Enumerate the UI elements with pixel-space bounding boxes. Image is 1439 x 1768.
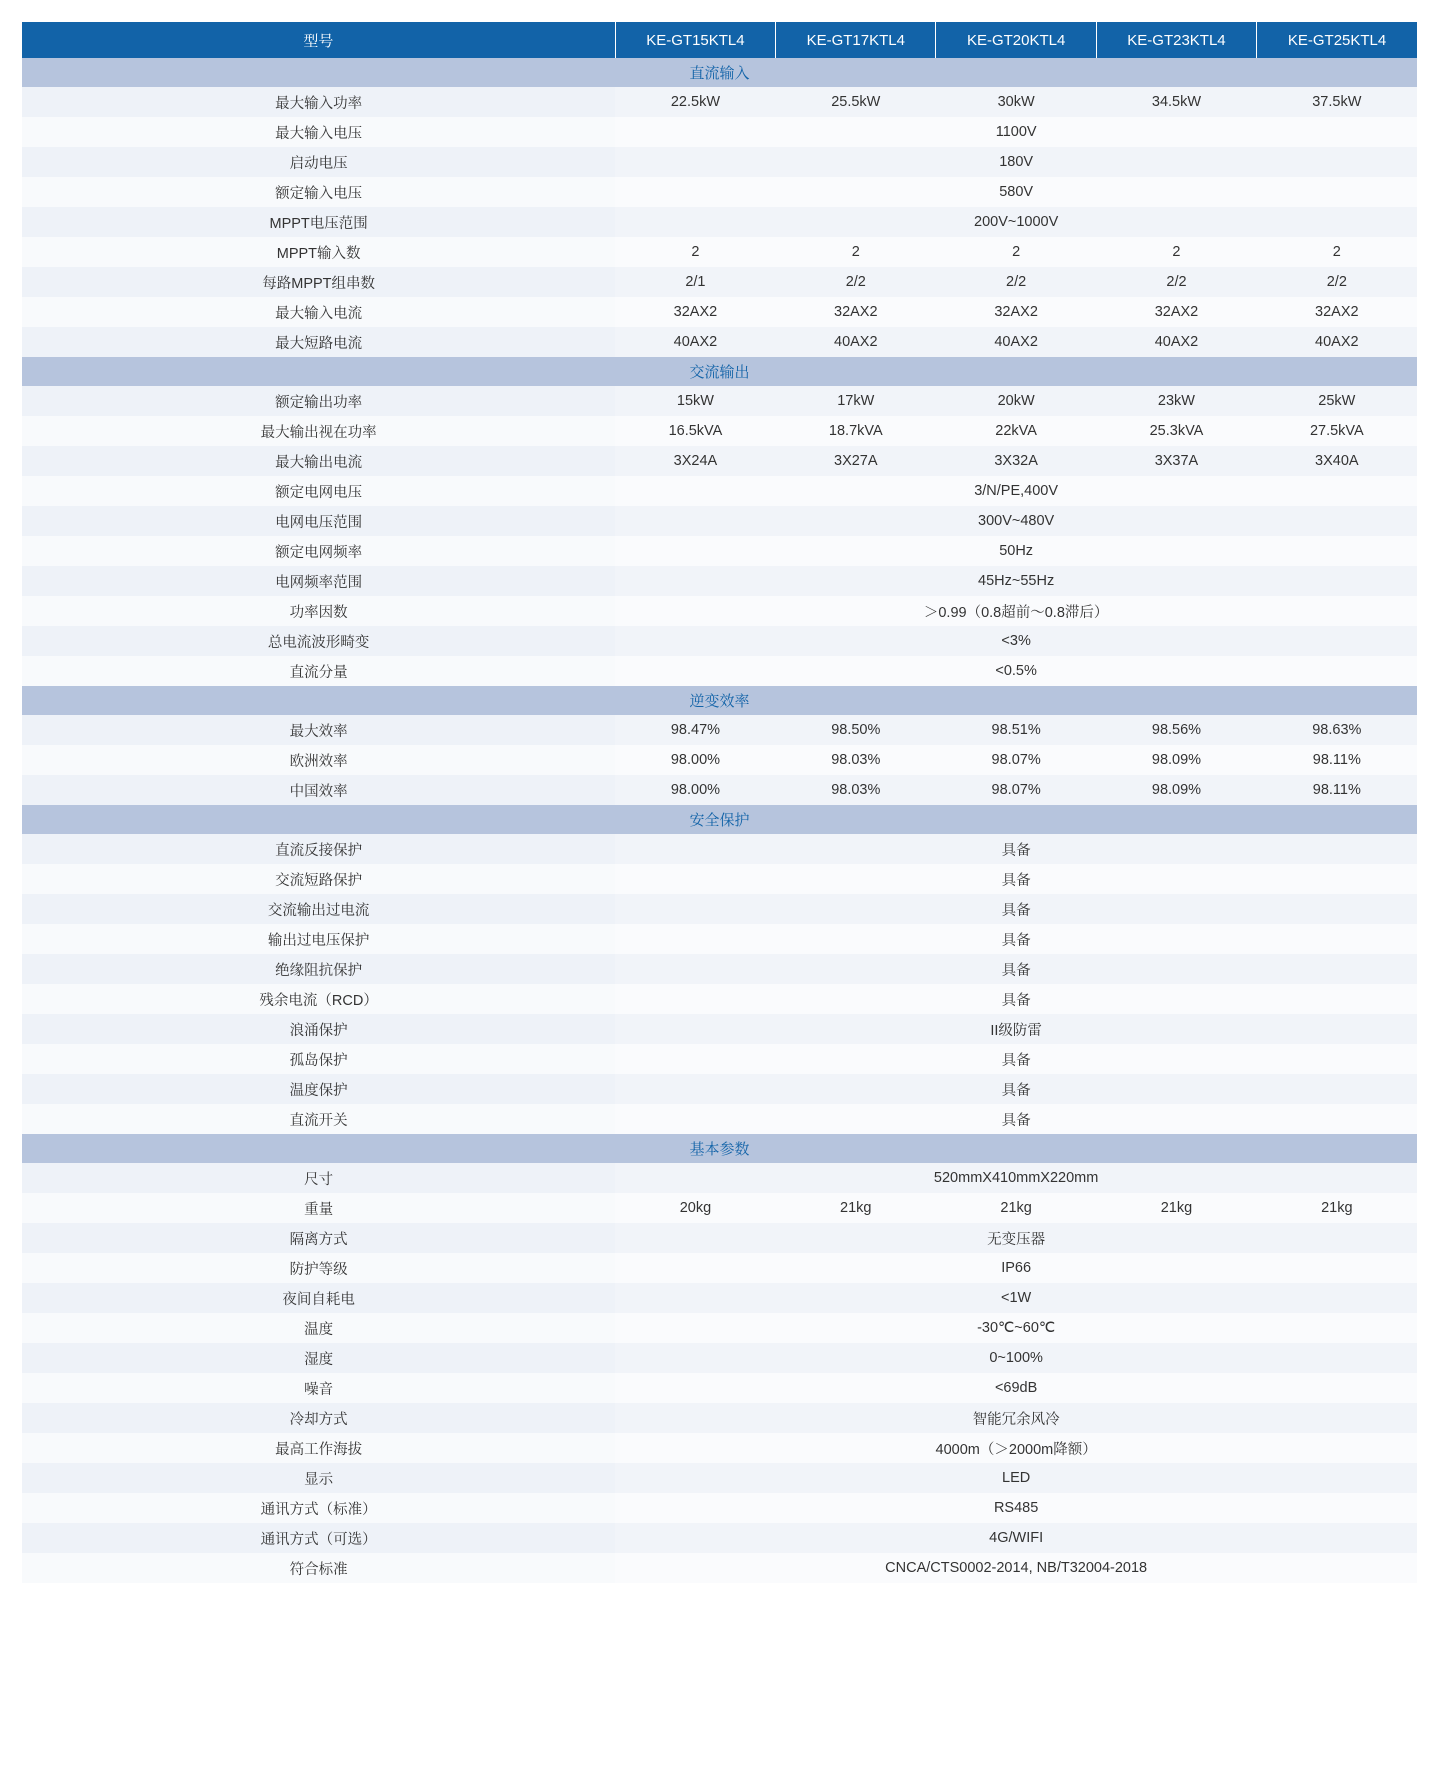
param-name: 直流反接保护 — [22, 834, 615, 864]
param-name: 最大输入功率 — [22, 87, 615, 117]
param-name: 输出过电压保护 — [22, 924, 615, 954]
param-value: 40AX2 — [615, 327, 775, 357]
param-name: 启动电压 — [22, 147, 615, 177]
param-value: 21kg — [776, 1193, 936, 1223]
param-value: 18.7kVA — [776, 416, 936, 446]
param-value: 98.09% — [1096, 745, 1256, 775]
param-name: 湿度 — [22, 1343, 615, 1373]
param-name: 最大短路电流 — [22, 327, 615, 357]
param-value: 2 — [615, 237, 775, 267]
param-name: 最高工作海拔 — [22, 1433, 615, 1463]
param-name: 噪音 — [22, 1373, 615, 1403]
param-value: 25.5kW — [776, 87, 936, 117]
param-value-all-models: 具备 — [615, 1104, 1417, 1134]
param-value-all-models: 580V — [615, 177, 1417, 207]
param-name: 符合标准 — [22, 1553, 615, 1583]
param-value: 3X40A — [1257, 446, 1417, 476]
param-name: 温度 — [22, 1313, 615, 1343]
table-row — [22, 327, 1417, 357]
param-name: 交流短路保护 — [22, 864, 615, 894]
param-value: 25.3kVA — [1096, 416, 1256, 446]
table-row — [22, 1433, 1417, 1463]
param-value: 40AX2 — [1096, 327, 1256, 357]
param-value-all-models: 具备 — [615, 894, 1417, 924]
param-value: 98.63% — [1257, 715, 1417, 745]
table-row — [22, 1104, 1417, 1134]
table-row — [22, 416, 1417, 446]
table-row — [22, 1193, 1417, 1223]
table-row — [22, 924, 1417, 954]
table-row — [22, 1553, 1417, 1583]
param-value-all-models: 4000m（＞2000m降额） — [615, 1433, 1417, 1463]
param-value: 98.03% — [776, 775, 936, 805]
param-name: 直流分量 — [22, 656, 615, 686]
table-row — [22, 117, 1417, 147]
param-value: 98.00% — [615, 775, 775, 805]
param-value-all-models: IP66 — [615, 1253, 1417, 1283]
param-value-all-models: <3% — [615, 626, 1417, 656]
param-value-all-models: 520mmX410mmX220mm — [615, 1163, 1417, 1193]
table-row — [22, 207, 1417, 237]
param-value: 32AX2 — [936, 297, 1096, 327]
table-row — [22, 1253, 1417, 1283]
param-value-all-models: 具备 — [615, 984, 1417, 1014]
param-value-all-models: 具备 — [615, 864, 1417, 894]
section-title: 直流输入 — [22, 58, 1417, 87]
table-row — [22, 1283, 1417, 1313]
param-value: 32AX2 — [1257, 297, 1417, 327]
param-name: 冷却方式 — [22, 1403, 615, 1433]
param-value: 30kW — [936, 87, 1096, 117]
table-row — [22, 1523, 1417, 1553]
table-row — [22, 1463, 1417, 1493]
param-value: 20kW — [936, 386, 1096, 416]
table-body — [22, 22, 1417, 1583]
param-value-all-models: ＞0.99（0.8超前～0.8滞后） — [615, 596, 1417, 626]
param-value: 25kW — [1257, 386, 1417, 416]
param-value: 17kW — [776, 386, 936, 416]
param-value-all-models: 180V — [615, 147, 1417, 177]
table-row — [22, 1163, 1417, 1193]
param-value-all-models: 45Hz~55Hz — [615, 566, 1417, 596]
param-value: 40AX2 — [936, 327, 1096, 357]
param-name: 残余电流（RCD） — [22, 984, 615, 1014]
table-row — [22, 894, 1417, 924]
specification-table — [22, 22, 1417, 1583]
param-value: 98.47% — [615, 715, 775, 745]
header-model-3: KE-GT20KTL4 — [936, 22, 1096, 58]
param-name: 浪涌保护 — [22, 1014, 615, 1044]
param-name: 显示 — [22, 1463, 615, 1493]
section-title: 逆变效率 — [22, 686, 1417, 715]
param-name: 额定输入电压 — [22, 177, 615, 207]
table-row — [22, 1223, 1417, 1253]
param-value: 98.07% — [936, 745, 1096, 775]
param-value: 98.07% — [936, 775, 1096, 805]
header-model-2: KE-GT17KTL4 — [776, 22, 936, 58]
param-value-all-models: 300V~480V — [615, 506, 1417, 536]
param-name: 隔离方式 — [22, 1223, 615, 1253]
param-value: 2/2 — [936, 267, 1096, 297]
param-value-all-models: RS485 — [615, 1493, 1417, 1523]
table-row — [22, 1074, 1417, 1104]
table-row — [22, 1044, 1417, 1074]
param-value-all-models: 50Hz — [615, 536, 1417, 566]
header-model-4: KE-GT23KTL4 — [1096, 22, 1256, 58]
param-value-all-models: <69dB — [615, 1373, 1417, 1403]
param-value-all-models: II级防雷 — [615, 1014, 1417, 1044]
param-value: 98.03% — [776, 745, 936, 775]
param-value-all-models: 具备 — [615, 1044, 1417, 1074]
param-value: 3X27A — [776, 446, 936, 476]
table-row — [22, 984, 1417, 1014]
param-value: 21kg — [1257, 1193, 1417, 1223]
table-row — [22, 177, 1417, 207]
param-value-all-models: -30℃~60℃ — [615, 1313, 1417, 1343]
table-row — [22, 715, 1417, 745]
param-name: 防护等级 — [22, 1253, 615, 1283]
param-name: 欧洲效率 — [22, 745, 615, 775]
param-value-all-models: 3/N/PE,400V — [615, 476, 1417, 506]
header-param-label: 型号 — [22, 22, 615, 58]
param-value-all-models: 200V~1000V — [615, 207, 1417, 237]
table-row — [22, 147, 1417, 177]
table-row — [22, 386, 1417, 416]
param-value-all-models: 1100V — [615, 117, 1417, 147]
param-name: 绝缘阻抗保护 — [22, 954, 615, 984]
param-value-all-models: <0.5% — [615, 656, 1417, 686]
param-value: 15kW — [615, 386, 775, 416]
param-name: 夜间自耗电 — [22, 1283, 615, 1313]
section-header-row — [22, 58, 1417, 87]
table-row — [22, 954, 1417, 984]
param-name: 最大效率 — [22, 715, 615, 745]
param-value: 2/2 — [1096, 267, 1256, 297]
param-value: 98.56% — [1096, 715, 1256, 745]
table-row — [22, 834, 1417, 864]
param-value: 3X32A — [936, 446, 1096, 476]
param-name: 直流开关 — [22, 1104, 615, 1134]
param-name: 额定电网频率 — [22, 536, 615, 566]
param-name: 交流输出过电流 — [22, 894, 615, 924]
param-value: 22kVA — [936, 416, 1096, 446]
table-row — [22, 476, 1417, 506]
param-value: 37.5kW — [1257, 87, 1417, 117]
param-name: 最大输入电流 — [22, 297, 615, 327]
param-name: 功率因数 — [22, 596, 615, 626]
param-value: 2/2 — [776, 267, 936, 297]
param-name: 通讯方式（可选） — [22, 1523, 615, 1553]
param-name: 电网电压范围 — [22, 506, 615, 536]
param-value: 2/2 — [1257, 267, 1417, 297]
table-row — [22, 656, 1417, 686]
section-header-row — [22, 805, 1417, 834]
section-title: 基本参数 — [22, 1134, 1417, 1163]
param-value-all-models: 智能冗余风冷 — [615, 1403, 1417, 1433]
param-name: MPPT电压范围 — [22, 207, 615, 237]
table-row — [22, 87, 1417, 117]
param-name: 最大输出视在功率 — [22, 416, 615, 446]
param-value: 2/1 — [615, 267, 775, 297]
param-value: 2 — [1257, 237, 1417, 267]
section-header-row — [22, 357, 1417, 386]
section-header-row — [22, 1134, 1417, 1163]
param-name: 重量 — [22, 1193, 615, 1223]
table-row — [22, 237, 1417, 267]
param-value: 3X24A — [615, 446, 775, 476]
param-name: 孤岛保护 — [22, 1044, 615, 1074]
header-model-5: KE-GT25KTL4 — [1257, 22, 1417, 58]
table-row — [22, 626, 1417, 656]
section-title: 交流输出 — [22, 357, 1417, 386]
table-row — [22, 864, 1417, 894]
table-row — [22, 1493, 1417, 1523]
param-name: 额定电网电压 — [22, 476, 615, 506]
param-value: 32AX2 — [776, 297, 936, 327]
param-value: 98.09% — [1096, 775, 1256, 805]
param-value-all-models: 具备 — [615, 834, 1417, 864]
table-row — [22, 1343, 1417, 1373]
param-value: 21kg — [936, 1193, 1096, 1223]
table-row — [22, 297, 1417, 327]
param-value: 98.11% — [1257, 775, 1417, 805]
param-value: 22.5kW — [615, 87, 775, 117]
param-value: 98.51% — [936, 715, 1096, 745]
param-name: 温度保护 — [22, 1074, 615, 1104]
param-name: 每路MPPT组串数 — [22, 267, 615, 297]
param-value: 21kg — [1096, 1193, 1256, 1223]
param-value: 34.5kW — [1096, 87, 1256, 117]
param-name: 电网频率范围 — [22, 566, 615, 596]
table-row — [22, 745, 1417, 775]
param-value-all-models: 无变压器 — [615, 1223, 1417, 1253]
param-value: 2 — [1096, 237, 1256, 267]
param-value: 2 — [936, 237, 1096, 267]
header-model-1: KE-GT15KTL4 — [615, 22, 775, 58]
param-name: MPPT输入数 — [22, 237, 615, 267]
table-row — [22, 267, 1417, 297]
param-name: 总电流波形畸变 — [22, 626, 615, 656]
param-value-all-models: 4G/WIFI — [615, 1523, 1417, 1553]
param-value: 32AX2 — [1096, 297, 1256, 327]
param-value-all-models: LED — [615, 1463, 1417, 1493]
param-name: 最大输出电流 — [22, 446, 615, 476]
param-value: 40AX2 — [1257, 327, 1417, 357]
param-name: 额定输出功率 — [22, 386, 615, 416]
param-name: 通讯方式（标准） — [22, 1493, 615, 1523]
param-value: 98.50% — [776, 715, 936, 745]
section-title: 安全保护 — [22, 805, 1417, 834]
param-name: 尺寸 — [22, 1163, 615, 1193]
param-value: 40AX2 — [776, 327, 936, 357]
param-value: 20kg — [615, 1193, 775, 1223]
param-value: 2 — [776, 237, 936, 267]
param-name: 中国效率 — [22, 775, 615, 805]
table-row — [22, 775, 1417, 805]
table-row — [22, 566, 1417, 596]
table-row — [22, 1403, 1417, 1433]
param-value: 3X37A — [1096, 446, 1256, 476]
param-name: 最大输入电压 — [22, 117, 615, 147]
table-row — [22, 446, 1417, 476]
param-value-all-models: 具备 — [615, 924, 1417, 954]
param-value: 32AX2 — [615, 297, 775, 327]
param-value-all-models: 0~100% — [615, 1343, 1417, 1373]
param-value: 27.5kVA — [1257, 416, 1417, 446]
table-row — [22, 596, 1417, 626]
param-value: 98.00% — [615, 745, 775, 775]
table-row — [22, 1014, 1417, 1044]
section-header-row — [22, 686, 1417, 715]
param-value-all-models: 具备 — [615, 1074, 1417, 1104]
param-value: 23kW — [1096, 386, 1256, 416]
param-value: 16.5kVA — [615, 416, 775, 446]
table-row — [22, 1373, 1417, 1403]
param-value-all-models: <1W — [615, 1283, 1417, 1313]
table-row — [22, 506, 1417, 536]
param-value-all-models: CNCA/CTS0002-2014, NB/T32004-2018 — [615, 1553, 1417, 1583]
param-value: 98.11% — [1257, 745, 1417, 775]
table-row — [22, 536, 1417, 566]
table-row — [22, 1313, 1417, 1343]
table-header-row — [22, 22, 1417, 58]
param-value-all-models: 具备 — [615, 954, 1417, 984]
